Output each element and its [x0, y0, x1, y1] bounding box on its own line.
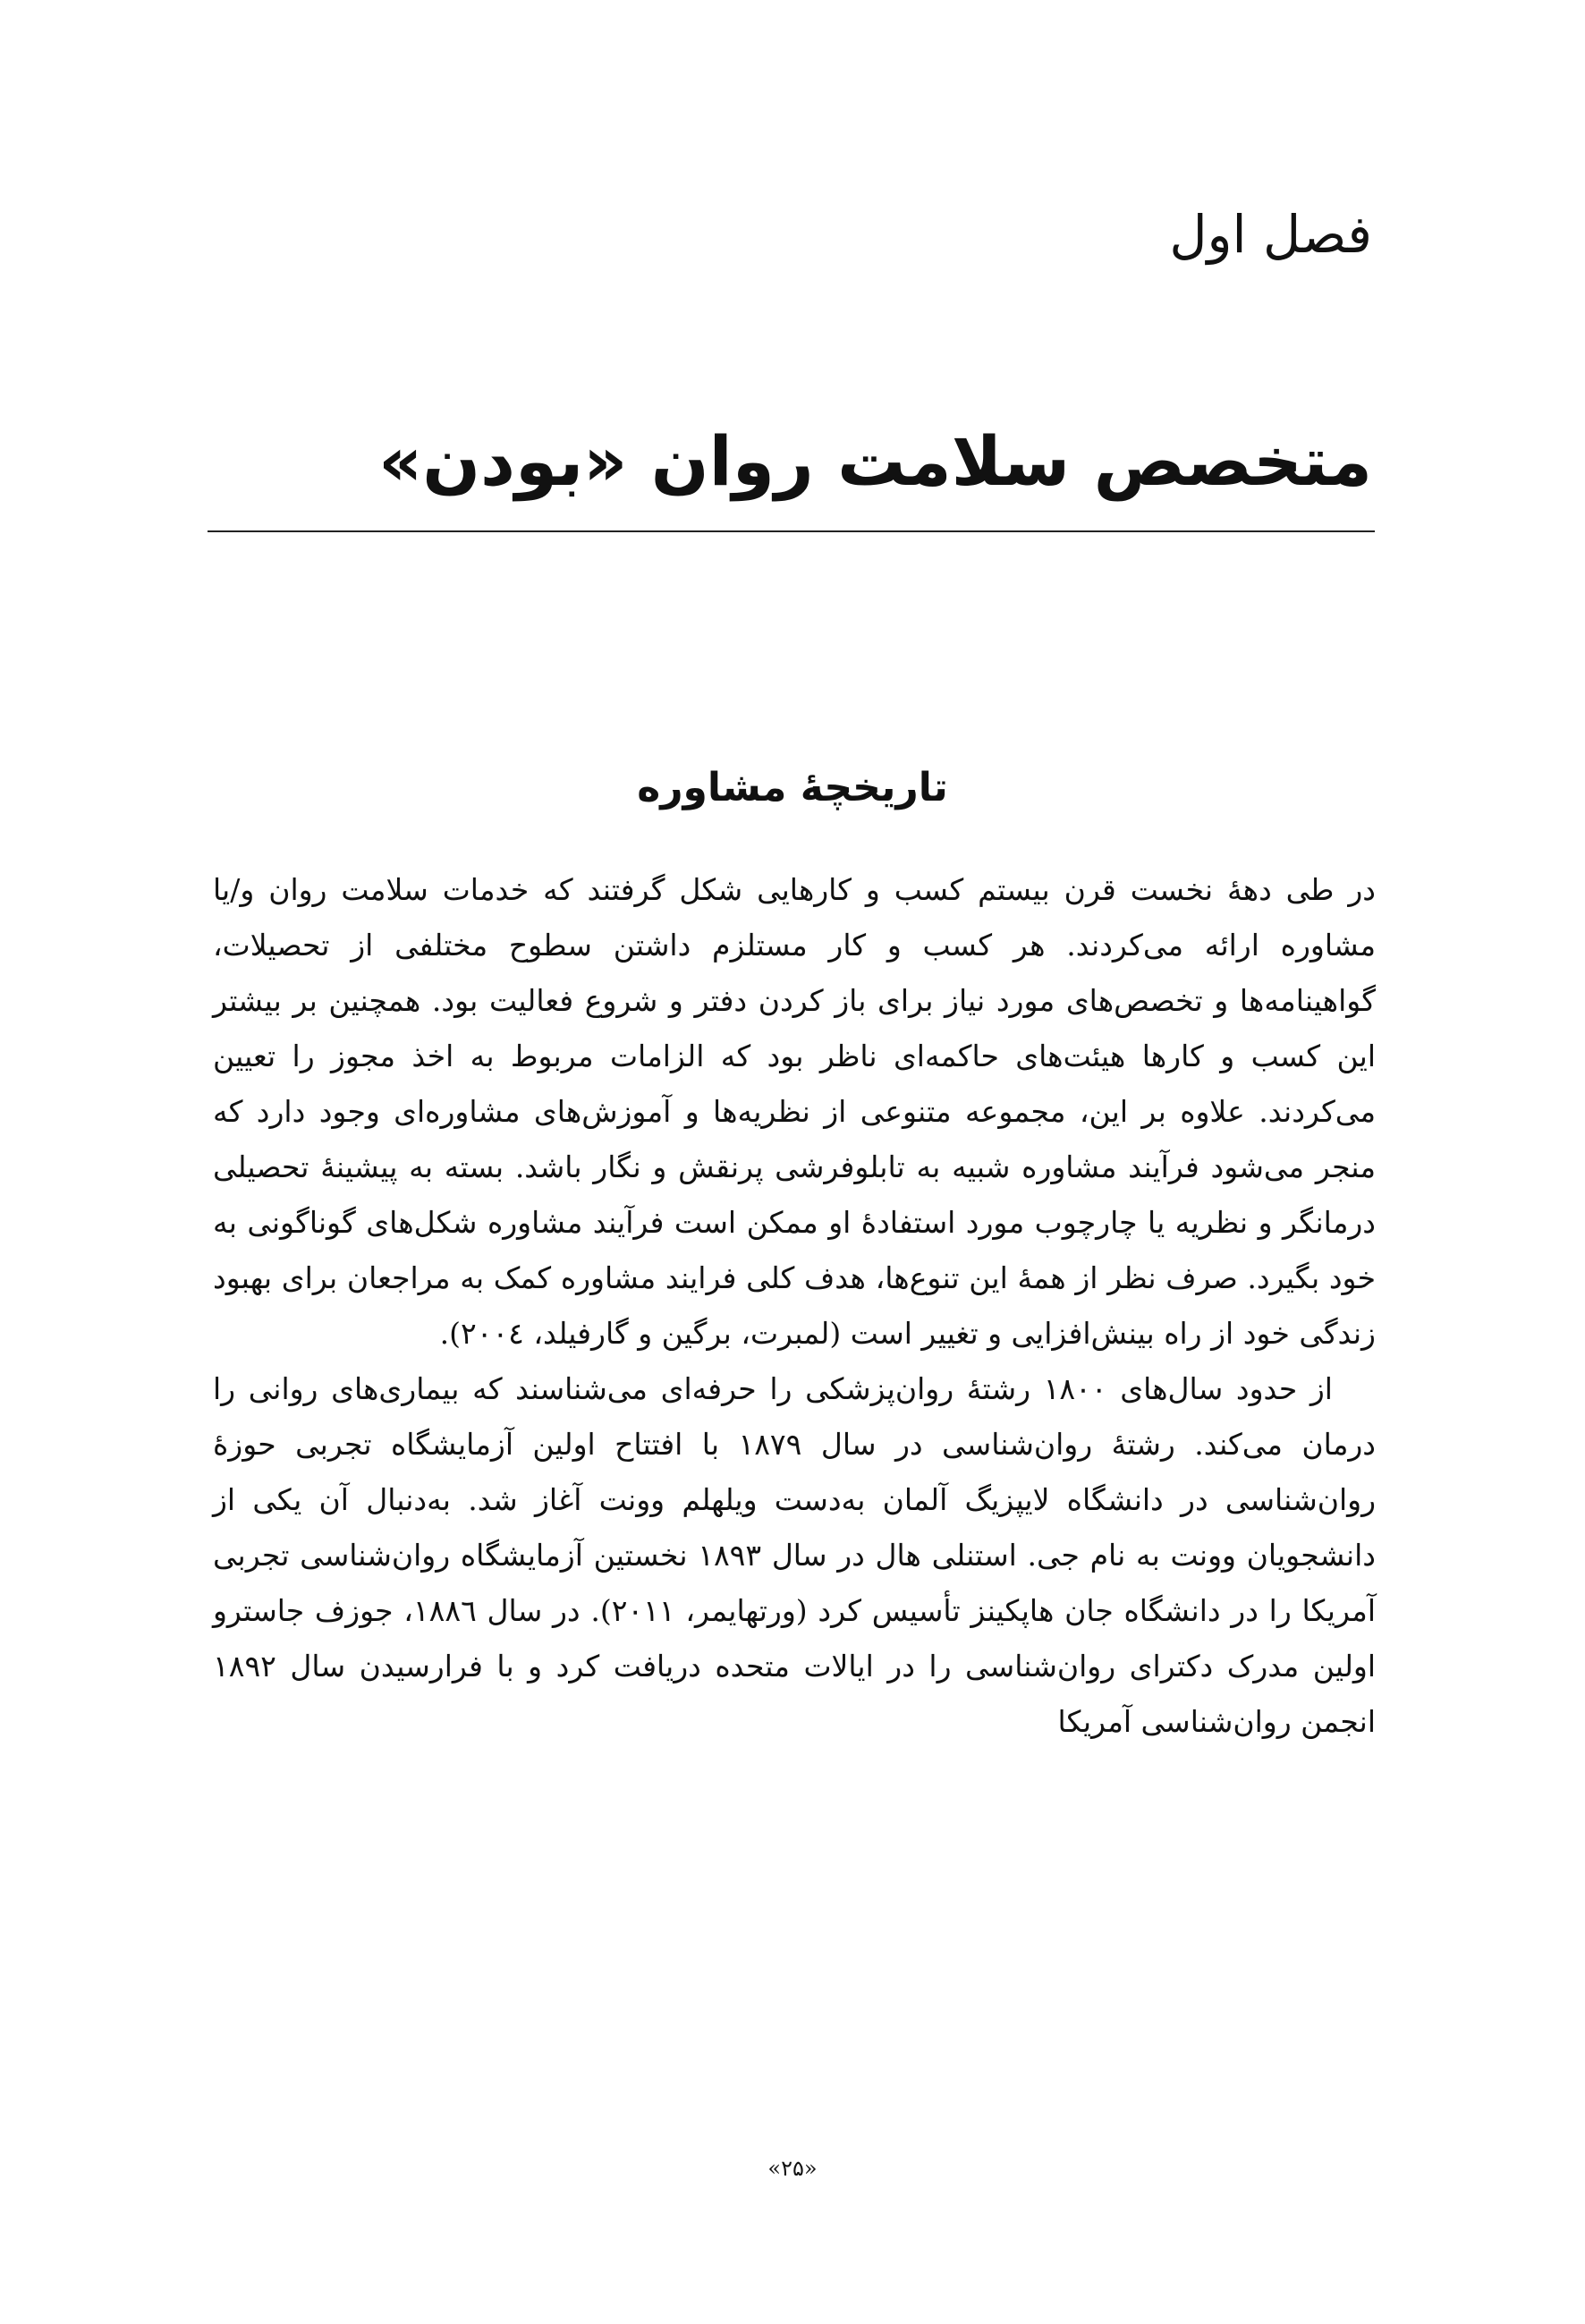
title-divider [208, 530, 1375, 532]
paragraph: از حدود سال‌های ۱۸۰۰ رشتۀ روان‌پزشکی را حرفه‌ای می‌شناسند که بیماری‌های روانی را درمان می‌کند. رشتۀ روان‌شناسی در سال ۱۸۷۹ با افتتاح اولین آزمایشگاه تجربی حوزۀ روان‌شناسی در دانشگاه لایپزیگ آلمان به‌دست ویلهلم وونت آغاز شد. به‌دنبال آن یکی از دانشجویان وونت به نام جی. استنلی هال در سال ۱۸۹۳ نخستین آزمایشگاه روان‌شناسی تجربی آمریکا را در دانشگاه جان هاپکینز تأسیس کرد (ورتهایمر، ۲۰۱۱). در سال ۱۸۸٦، جوزف جاسترو اولین مدرک دکترای روان‌شناسی را در ایالات متحده دریافت کرد و با فرارسیدن سال ۱۸۹۲ انجمن روان‌شناسی آمریکا [213, 1371, 1377, 1739]
chapter-title: متخصص سلامت روان «بودن» [378, 421, 1372, 501]
section-heading: تاریخچۀ مشاوره [637, 765, 948, 810]
paragraph: در طی دهۀ نخست قرن بیستم کسب و کارهایی شکل گرفتند که خدمات سلامت روان و/یا مشاوره ارائه می‌کردند. هر کسب و کار مستلزم داشتن سطوح مختلفی از تحصیلات، گواهینامه‌ها و تخصص‌های مورد نیاز برای باز کردن دفتر و شروع فعالیت بود. همچنین بر بیشتر این کسب و کارها هیئت‌های حاکمه‌ای ناظر بود که الزامات مربوط به اخذ مجوز را تعیین می‌کردند. علاوه بر این، مجموعه متنوعی از نظریه‌ها و آموزش‌های مشاوره‌ای وجود دارد که منجر می‌شود فرآیند مشاوره شبیه به تابلوفرشی پرنقش و نگار باشد. بسته به پیشینۀ تحصیلی درمانگر و نظریه یا چارچوب مورد استفادۀ او ممکن است فرآیند مشاوره شکل‌های گوناگونی به خود بگیرد. صرف نظر از همۀ این تنوع‌ها، هدف کلی فرایند مشاوره کمک به مراجعان برای بهبود زندگی خود از راه بینش‌افزایی و تغییر است (لمبرت، برگین و گارفیلد، ۲۰۰٤). [213, 872, 1376, 1351]
page-number: «۲۵» [767, 2156, 818, 2181]
body-text [213, 862, 1376, 1750]
chapter-label: فصل اول [1169, 204, 1372, 265]
